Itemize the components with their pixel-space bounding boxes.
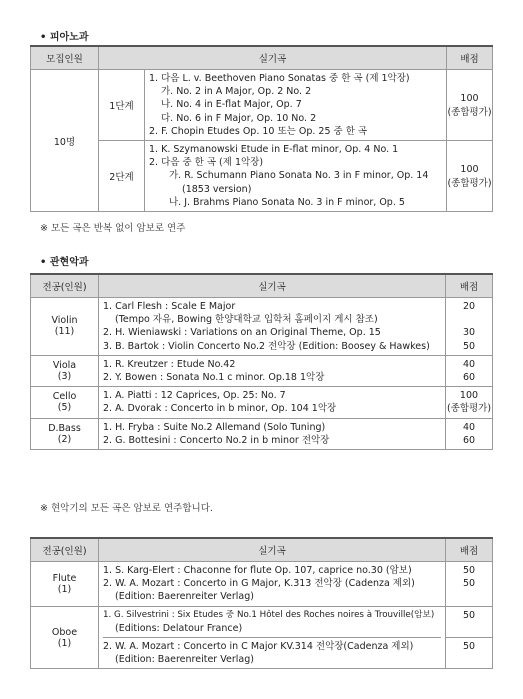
major-count: (5) [57,402,72,414]
piano-stage-row [31,70,493,141]
list-item: (1853 version) [182,183,252,195]
header-major: 전공(인원) [31,274,99,298]
score-cell [446,387,493,418]
score-value: 40 [462,358,476,370]
pieces-cell [99,418,446,449]
piece-group [103,638,441,668]
header-count: 모집인원 [31,46,99,70]
score-cell [446,298,493,356]
list-item: 가. R. Schumann Piano Sonata No. 3 in F minor, Op. 14 [169,170,429,182]
list-item: 2. 다음 중 한 곡 (제 1악장) [149,157,264,169]
piano-count: 10명 [31,70,99,212]
stage-name: 1단계 [99,70,145,141]
major-name: Oboe [51,626,78,638]
list-item: 1. S. Karg-Elert : Chaconne for flute Op. 107, caprice no.30 (암보) [103,565,412,576]
list-item: 2. G. Bottesini : Concerto No.2 in b minor 전악장 [103,434,330,446]
score-value: 50 [462,578,476,590]
header-pieces: 실기곡 [99,274,446,298]
header-score: 배점 [446,274,493,298]
list-item: 3. B. Bartok : Violin Concerto No.2 전악장 (Edition: Boosey & Hawkes) [103,340,430,352]
score-group [446,607,492,638]
score-cell [446,562,493,607]
score-value: 60 [462,434,476,446]
major-name: Violin [51,315,78,327]
major-count: (1) [57,637,72,649]
stage-score [447,141,493,212]
piano-stage-row [31,141,493,212]
header-major: 전공(인원) [31,538,99,562]
table-row [31,387,493,418]
score-note: (종합평가) [447,177,492,189]
pieces-cell [99,606,446,669]
score-value: 30 [462,327,476,339]
score-value: 100 [459,390,479,402]
strings-table [30,273,493,450]
score-value: 40 [462,421,476,433]
list-item: (Tempo 자유, Bowing 한양대학교 입학처 홈페이지 게시 참조) [115,314,378,326]
score-value: 60 [462,372,476,384]
header-score: 배점 [447,46,493,70]
stage-name: 2단계 [99,141,145,212]
list-item: 나. J. Brahms Piano Sonata No. 3 in F minor, Op. 5 [169,196,405,208]
major-count: (11) [54,326,75,338]
score-value [446,313,492,326]
strings-section-title: • 관현악과 [40,257,89,268]
stage-score [447,70,493,141]
list-item: 1. R. Kreutzer : Etude No.42 [103,358,236,370]
score-value [446,653,492,666]
major-cell [31,298,99,356]
score-value: 50 [462,565,476,576]
pieces-cell [99,562,446,607]
header-pieces: 실기곡 [99,538,446,562]
table-row [31,418,493,449]
list-item: 2. H. Wieniawski : Variations on an Original Theme, Op. 15 [103,327,381,339]
pieces-cell [99,355,446,386]
list-item: 1. H. Fryba : Suite No.2 Allemand (Solo Tuning) [103,421,326,433]
table-row [31,606,493,669]
score-value: 50 [462,609,476,621]
major-name: Flute [52,572,77,584]
strings-note: ※ 현악기의 모든 곡은 암보로 연주합니다. [40,503,213,514]
piano-note: ※ 모든 곡은 반복 없이 암보로 연주 [40,223,186,234]
score-value [446,590,492,603]
major-count: (1) [57,583,72,595]
piano-table [30,45,493,212]
list-item: 1. A. Piatti : 12 Caprices, Op. 25: No. 7 [103,390,286,402]
table-row [31,355,493,386]
list-item: (Edition: Baerenreiter Verlag) [115,654,254,666]
score-group [446,638,492,668]
score-value [446,622,492,635]
score-value: 50 [462,641,476,653]
piece-group [103,607,441,638]
list-item: 2. Y. Bowen : Sonata No.1 c minor. Op.18 1악장 [103,372,325,384]
score-cell [446,418,493,449]
major-cell [31,418,99,449]
header-score: 배점 [446,538,493,562]
list-item: 1. Carl Flesh : Scale E Major [103,301,236,312]
list-item: 2. A. Dvorak : Concerto in b minor, Op. 104 1악장 [103,403,337,415]
list-item: (Edition: Baerenreiter Verlag) [115,591,254,603]
major-cell [31,562,99,607]
pieces-cell [99,298,446,356]
score-note: (종합평가) [446,403,492,415]
major-count: (3) [57,371,72,383]
major-cell [31,355,99,386]
score-note: (종합평가) [447,106,492,118]
major-name: Cello [52,391,77,403]
winds-table [30,537,493,669]
major-name: Viola [52,360,77,372]
piano-header-row [31,46,493,70]
score-cell [446,606,493,669]
list-item: 2. W. A. Mozart : Concerto in G Major, K.313 전악장 (Cadenza 제외) [103,578,415,590]
piano-section-title: • 피아노과 [40,32,89,43]
score-cell [446,355,493,386]
strings-header-row [31,274,493,298]
list-item: 2. W. A. Mozart : Concerto in C Major KV.314 전악장(Cadenza 제외) [103,641,414,653]
pieces-cell [99,387,446,418]
table-row [31,562,493,607]
list-item: 나. No. 4 in E-flat Major, Op. 7 [161,99,302,111]
score-value: 20 [462,301,476,312]
winds-header-row [31,538,493,562]
score-value: 50 [462,340,476,352]
list-item: 2. F. Chopin Etudes Op. 10 또는 Op. 25 중 한 곡 [149,125,368,137]
stage-items [145,70,447,141]
table-row [31,298,493,356]
stage-items [145,141,447,212]
list-item: 1. 다음 L. v. Beethoven Piano Sonatas 중 한 곡 (제 1악장) [149,73,410,84]
list-item: 1. G. Silvestrini : Six Etudes 중 No.1 Hôtel des Roches noires à Trouville(암보) [103,609,435,620]
list-item: 가. No. 2 in A Major, Op. 2 No. 2 [161,86,312,98]
major-cell [31,606,99,669]
score-value: 100 [460,92,479,104]
major-name: D.Bass [48,422,81,434]
header-pieces: 실기곡 [99,46,447,70]
major-cell [31,387,99,418]
score-value: 100 [460,163,479,175]
list-item: 다. No. 6 in F Major, Op. 10 No. 2 [161,112,317,124]
major-count: (2) [57,433,72,445]
list-item: 1. K. Szymanowski Etude in E-flat minor, Op. 4 No. 1 [149,144,399,156]
list-item: (Editions: Delatour France) [115,622,243,634]
